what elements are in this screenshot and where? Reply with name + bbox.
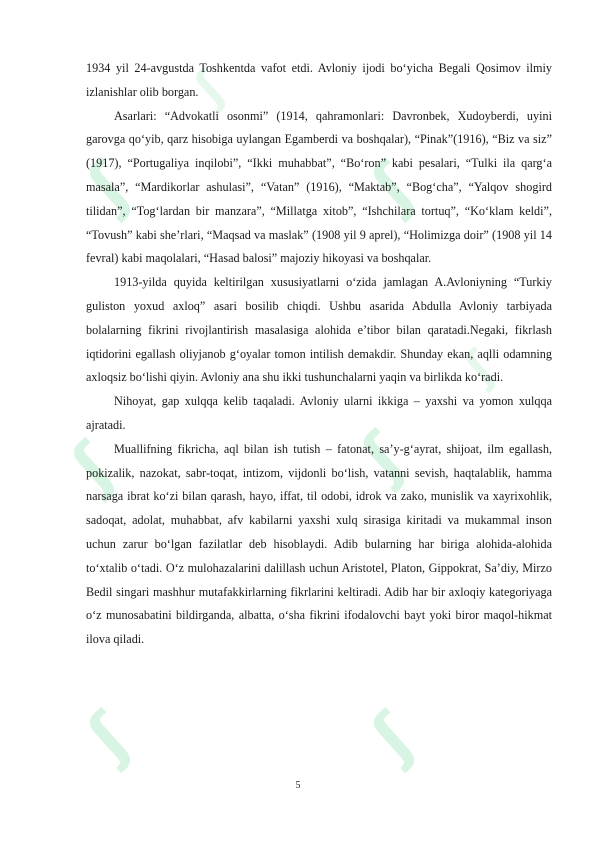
watermark-mark: ʃ (454, 340, 505, 394)
watermark-mark: ʃ (74, 150, 144, 224)
watermark-mark: ʃ (58, 430, 128, 504)
paragraph: Muallifning fikricha, aql bilan ish tutish – fatonat, sa’y-g‘ayrat, shijoat, ilm egallash, pokizalik, nazokat, sabr-toqat, intizom, vijdonli bo‘lish, vatanni sevish, haqtalablik, hamma narsaga ibrat ko‘zi bilan qarash, hayo, iffat, til odobi, idrok va zako, munislik va xayrixohlik, sadoqat, adolat, muhabbat, afv kabilarni yaxshi xulq sirasiga kiritadi va mukammal inson uchun zarur bo‘lgan fazilatlar deb hisoblaydi. Adib bularning har biriga alohida-alohida to‘xtalib o‘tadi. O‘z mulohazalarini dalillash uchun Aristotel, Platon, Gippokrat, Sa’diy, Mirzo Bedil singari mashhur mutafakkirlarning fikrlarini keltiradi. Adib har bir axloqiy kategoriyaga o‘z munosabatini bildirganda, albatta, o‘sha fikrini ifodalovchi bayt yoki biror maqol-hikmat ilova qiladi. (86, 441, 552, 647)
watermark-mark: ʃ (358, 150, 428, 224)
paragraph: 1934 yil 24-avgustda Toshkentda vafot etdi. Avloniy ijodi bo‘yicha Begali Qosimov ilmiy izlanishlar olib borgan. (86, 61, 552, 99)
paragraph: Asarlari: “Advokatli osonmi” (1914, qahramonlari: Davronbek, Xudoyberdi, uyini garovga qo‘yib, qarz hisobiga uylangan Egamberdi va boshqalar), “Pinak”(1916), “Biz va siz” (1917), “Portugaliya inqilobi”, “Ikki muhabbat”, “Bo‘ron” kabi pesalari, “Tulki ila qarg‘a masala”, “Mardikorlar ashulasi”, “Vatan” (1916), “Maktab”, “Bog‘cha”, “Yalqov shogird tilidan”, “Tog‘lardan bir manzara”, “Millatga xitob”, “Ishchilara tortuq”, “Ko‘klam keldi”, “Tovush” kabi she’rlari, “Maqsad va maslak” (1908 yil 9 aprel), “Holimizga doir” (1908 yil 14 fevral) kabi maqolalari, “Hasad balosi” majoziy hikoyasi va boshqalar. (86, 108, 552, 266)
watermark-mark: ʃ (348, 420, 418, 494)
watermark-mark: ʃ (74, 700, 144, 774)
page-number: 5 (295, 780, 301, 791)
paragraph: 1913-yilda quyida keltirilgan xususiyatlarni o‘zida jamlagan A.Avloniyning “Turkiy guliston yoxud axloq” asari bosilib chiqdi. Ushbu asarida Abdulla Avloniy tarbiyada bolalarning fikrini rivojlantirish masalasiga alohida e’tibor bilan qaratadi.Negaki, fikrlash iqtidorini egallash oliyjanob g‘oyalar tomon intilish demakdir. Shunday ekan, aqlli odamning axloqsiz bo‘lishi qiyin. Avloniy ana shu ikki tushunchalarni yaqin va birlikda ko‘radi. (86, 275, 552, 385)
paragraph: Nihoyat, gap xulqqa kelib taqaladi. Avloniy ularni ikkiga – yaxshi va yomon xulqqa ajratadi. (86, 394, 552, 432)
watermark-mark: ʃ (358, 700, 428, 774)
body-text (86, 57, 552, 652)
watermark-mark: ʃ (184, 60, 235, 114)
